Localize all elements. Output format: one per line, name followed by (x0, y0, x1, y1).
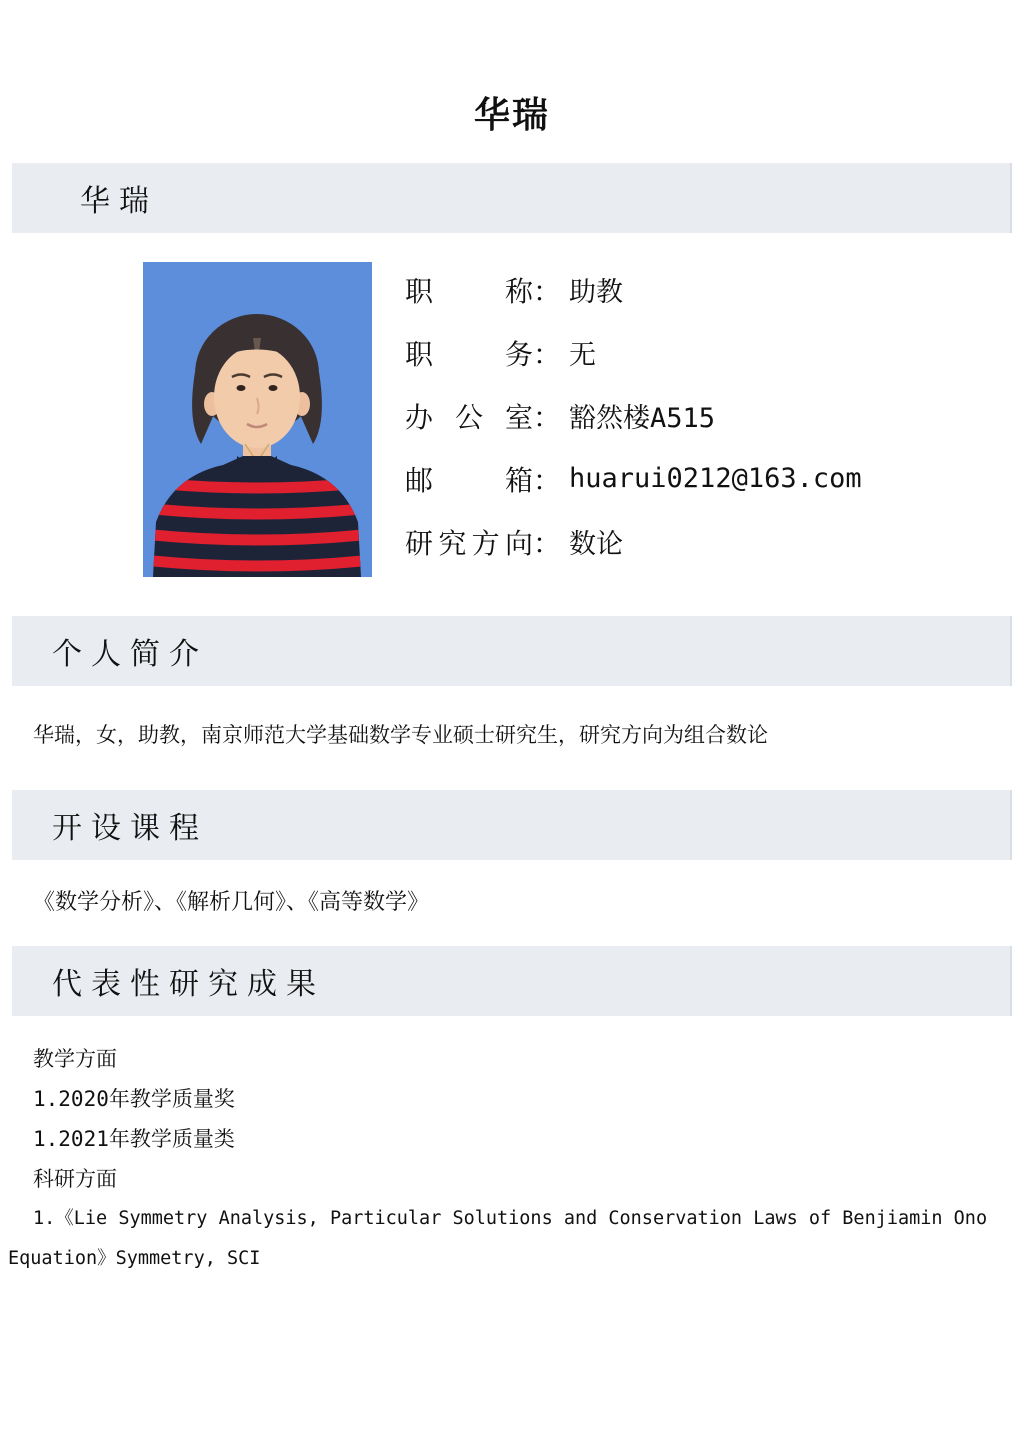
section-header-courses-label: 开设课程 (52, 811, 208, 846)
field-colon: ： (533, 337, 562, 371)
achievement-item: 1.《Lie Symmetry Analysis, Particular Solutions and Conservation Laws of Benjiamin Ono Equation》Symmetry, SCI (8, 1208, 988, 1269)
section-header-achievements-label: 代表性研究成果 (52, 967, 325, 1002)
achievement-item: 教学方面 (33, 1047, 117, 1071)
name-banner (12, 163, 1012, 233)
field-value: 无 (569, 340, 597, 371)
field-label: 研究方向 (405, 526, 533, 560)
section-header-intro-label: 个人简介 (52, 637, 208, 672)
section-header-intro (12, 616, 1012, 686)
field-research-direction (405, 510, 862, 573)
field-colon: ： (533, 463, 562, 497)
field-label: 办公室 (405, 400, 533, 434)
section-header-courses (12, 790, 1012, 860)
field-label: 邮箱 (405, 463, 533, 497)
intro-text: 华瑞，女，助教，南京师范大学基础数学专业硕士研究生，研究方向为组合数论 (33, 723, 768, 747)
field-colon: ： (533, 526, 562, 560)
field-email (405, 447, 862, 510)
achievement-item: 科研方面 (33, 1167, 117, 1191)
field-value: 豁然楼A515 (569, 403, 716, 434)
achievement-item: 1.2021年教学质量类 (33, 1127, 235, 1151)
profile-fields (405, 258, 862, 573)
achievement-item: 1.2020年教学质量奖 (33, 1087, 235, 1111)
section-header-achievements (12, 946, 1012, 1016)
profile-section (0, 262, 1024, 577)
field-position (405, 321, 862, 384)
field-value: 助教 (569, 277, 624, 308)
field-job-title (405, 258, 862, 321)
field-office (405, 384, 862, 447)
field-colon: ： (533, 274, 562, 308)
portrait-photo (143, 262, 372, 577)
field-colon: ： (533, 400, 562, 434)
courses-text: 《数学分析》、《解析几何》、《高等数学》 (33, 890, 430, 915)
achievements-list (0, 1039, 1024, 1279)
field-value: 数论 (569, 529, 624, 560)
email-value: huarui0212@163.com (569, 463, 862, 494)
name-banner-label: 华瑞 (80, 184, 158, 219)
page-title: 华瑞 (473, 94, 550, 135)
field-label: 职务 (405, 337, 533, 371)
field-label: 职称 (405, 274, 533, 308)
